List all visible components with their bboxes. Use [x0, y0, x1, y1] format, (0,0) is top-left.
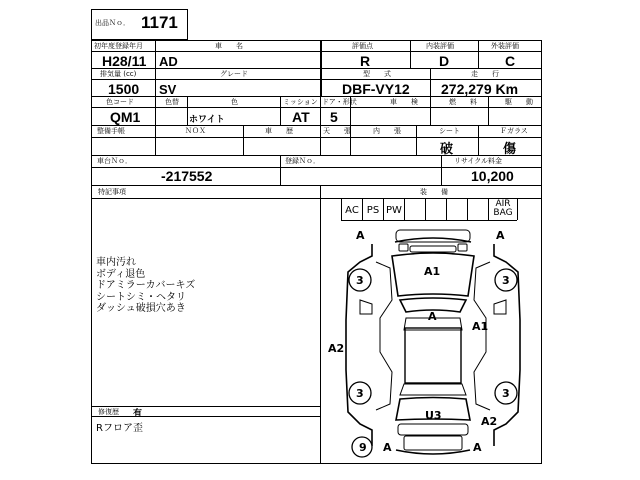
- note-item: ダッシュ破損穴あき: [96, 303, 186, 314]
- recycle-fee-value: 10,200: [471, 168, 514, 184]
- equipment-label: 装 備: [420, 188, 448, 196]
- mark-trunk: U3: [425, 409, 442, 422]
- chassis-number-label: 車台Ｎｏ．: [97, 157, 132, 165]
- car-name-label: 車 名: [215, 42, 243, 50]
- registration-number-label: 登録Ｎｏ．: [285, 157, 320, 165]
- grade-value: SV: [159, 82, 177, 97]
- mark-front-left: A: [356, 229, 365, 242]
- model-label: 型 式: [363, 70, 391, 78]
- windshield-label: Ｆガラス: [500, 127, 528, 135]
- doors-value: 5: [330, 109, 338, 125]
- mark-front-right: A: [496, 229, 505, 242]
- service-book-label: 整備手帳: [97, 127, 125, 135]
- score-label: 評価点: [352, 42, 373, 50]
- color-code-label: 色コード: [106, 98, 134, 106]
- mark-rr-wheel: 3: [502, 387, 510, 400]
- mileage-value: 272,279 Km: [441, 81, 519, 97]
- displacement-label: 排気量 (cc): [100, 70, 137, 78]
- equipment-ps: PS: [366, 205, 380, 216]
- equipment-pw: PW: [386, 205, 402, 216]
- lot-number: 1171: [141, 13, 178, 32]
- mark-rear-left: A: [383, 441, 392, 454]
- special-notes-label: 特記事項: [98, 188, 126, 196]
- seat-value: 破: [440, 142, 454, 157]
- mark-roof: A: [428, 310, 437, 323]
- equipment-ac: AC: [345, 205, 359, 216]
- history-label: 車 歴: [265, 127, 293, 135]
- mark-rl-wheel: 3: [356, 387, 364, 400]
- mark-left-side: A2: [328, 342, 345, 355]
- mark-rear-bumper-right: A: [473, 441, 482, 454]
- doors-label: ドア・形状: [322, 98, 357, 106]
- color-label: 色: [231, 98, 238, 106]
- mark-right-side: A1: [472, 320, 489, 333]
- fuel-label: 燃 料: [449, 98, 477, 106]
- special-notes-list: [96, 257, 195, 315]
- mileage-label: 走 行: [471, 70, 499, 78]
- interior-trim-label: 内 張: [373, 127, 401, 135]
- note-item: ドアミラーカバーキズ: [96, 280, 196, 291]
- chassis-number-value: -217552: [161, 168, 213, 184]
- score-value: R: [360, 53, 371, 69]
- color-change-label: 色替: [165, 98, 179, 106]
- mark-fr-wheel: 3: [502, 274, 510, 287]
- seat-label: シート: [439, 127, 460, 135]
- mark-fl-wheel: 3: [356, 274, 364, 287]
- repair-detail: Rフロア歪: [96, 423, 143, 434]
- displacement-value: 1500: [108, 81, 140, 97]
- recycle-fee-label: リサイクル料金: [454, 157, 503, 165]
- color-value: ホワイト: [189, 115, 225, 125]
- exterior-score-label: 外装評価: [491, 42, 519, 50]
- interior-score-label: 内装評価: [426, 42, 454, 50]
- lot-number-label: 出品Ｎｏ．: [95, 19, 130, 27]
- model-value: DBF-VY12: [342, 81, 410, 97]
- first-registration-label: 初年度登録年月: [94, 42, 143, 50]
- equipment-airbag: AIR BAG: [493, 199, 513, 218]
- mark-rear-right: A2: [481, 415, 498, 428]
- mark-hood: A1: [424, 265, 441, 278]
- note-item: シートシミ・ヘタリ: [96, 291, 186, 303]
- nox-label: ＮＯＸ: [185, 127, 206, 135]
- drive-label: 駆 動: [505, 98, 533, 106]
- car-damage-diagram: [321, 222, 541, 464]
- interior-score-value: D: [439, 53, 450, 69]
- inspection-label: 車 検: [390, 98, 418, 106]
- headliner-label: 天 張: [323, 127, 351, 135]
- first-registration-value: H28/11: [102, 53, 147, 69]
- repair-history-value: 有: [133, 409, 143, 419]
- note-item: ボディ退色: [96, 268, 146, 280]
- note-item: 車内汚れ: [96, 257, 136, 268]
- transmission-value: AT: [292, 109, 310, 125]
- mark-spare: 9: [359, 441, 367, 454]
- repair-history-label: 修復歴: [98, 408, 119, 416]
- color-code-value: QM1: [110, 109, 141, 125]
- exterior-score-value: C: [505, 53, 516, 69]
- transmission-label: ミッション: [283, 98, 318, 106]
- car-name-value: AD: [159, 54, 178, 69]
- windshield-value: 傷: [503, 142, 517, 157]
- grade-label: グレード: [220, 70, 248, 78]
